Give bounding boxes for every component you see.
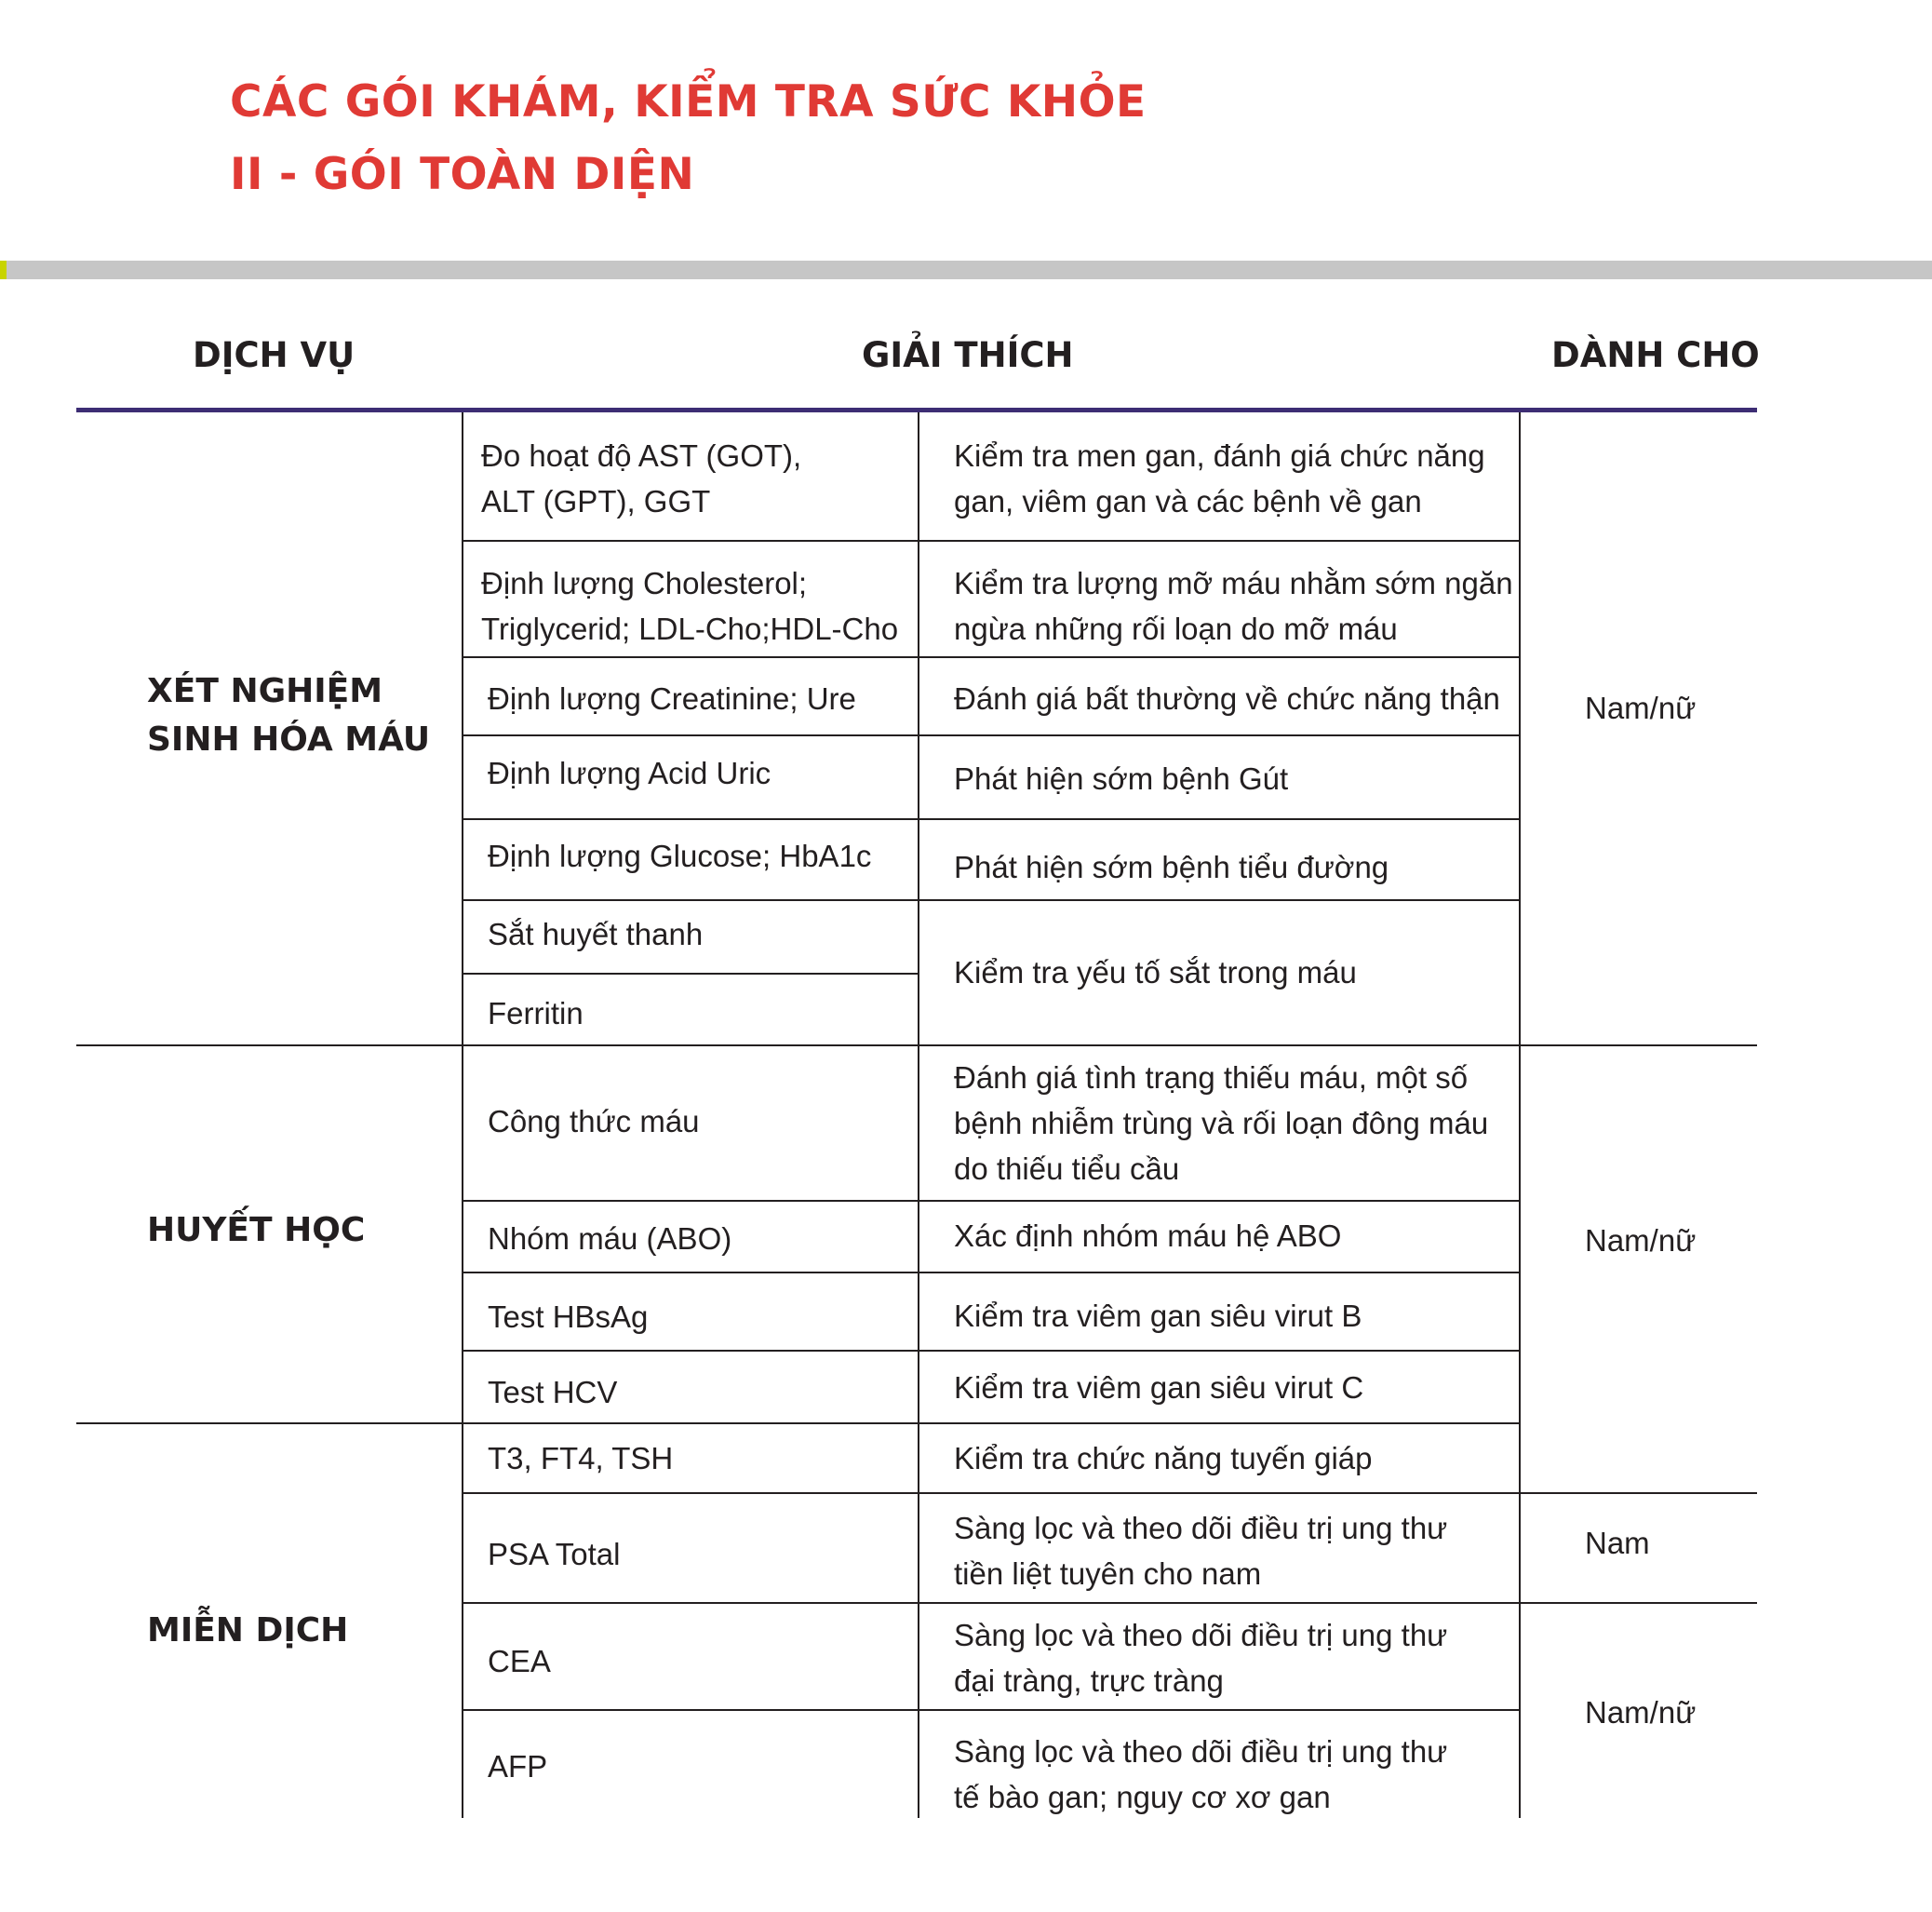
test-name: Định lượng Glucose; HbA1c	[488, 839, 872, 873]
test-name	[481, 433, 801, 524]
explanation-line: do thiếu tiểu cầu	[954, 1151, 1180, 1186]
divider	[463, 1272, 1520, 1273]
section-name-line: HUYẾT HỌC	[147, 1211, 366, 1249]
header-service: DỊCH VỤ	[193, 335, 356, 375]
explanation	[954, 1505, 1447, 1596]
section-name	[147, 1607, 348, 1655]
test-name: PSA Total	[488, 1537, 621, 1571]
test-name: Sắt huyết thanh	[488, 917, 704, 951]
divider	[76, 1044, 1757, 1046]
test-name-line: Triglycerid; LDL-Cho;HDL-Cho	[481, 612, 899, 646]
divider	[463, 656, 1520, 658]
section-name-line: SINH HÓA MÁU	[147, 720, 431, 759]
explanation-line: Kiểm tra men gan, đánh giá chức năng	[954, 438, 1485, 473]
divider	[463, 1200, 1520, 1202]
explanation-line: gan, viêm gan và các bệnh về gan	[954, 484, 1422, 518]
explanation-line: bệnh nhiễm trùng và rối loạn đông máu	[954, 1106, 1489, 1140]
test-name: Test HBsAg	[488, 1299, 649, 1334]
explanation: Phát hiện sớm bệnh Gút	[954, 761, 1289, 796]
divider	[1519, 412, 1521, 1818]
header-explanation: GIẢI THÍCH	[862, 335, 1074, 375]
test-name-line: Định lượng Cholesterol;	[481, 566, 808, 600]
divider	[463, 734, 1520, 736]
explanation	[954, 1729, 1447, 1820]
header-band	[0, 261, 1932, 279]
test-name: T3, FT4, TSH	[488, 1441, 674, 1475]
divider	[462, 412, 463, 1818]
test-name-line: Đo hoạt độ AST (GOT),	[481, 438, 802, 473]
test-name: Test HCV	[488, 1375, 618, 1409]
test-name: Ferritin	[488, 996, 584, 1030]
divider	[463, 818, 1520, 820]
section-name	[147, 667, 430, 764]
target-group: Nam/nữ	[1585, 691, 1697, 725]
explanation-line: Sàng lọc và theo dõi điều trị ung thư	[954, 1734, 1448, 1769]
test-name: Nhóm máu (ABO)	[488, 1221, 732, 1256]
page-subtitle: II - GÓI TOÀN DIỆN	[230, 149, 695, 200]
divider	[463, 1492, 1757, 1494]
test-name: Công thức máu	[488, 1104, 700, 1138]
target-group: Nam	[1585, 1526, 1650, 1560]
explanation: Xác định nhóm máu hệ ABO	[954, 1219, 1342, 1253]
divider	[463, 1602, 1757, 1604]
target-group: Nam/nữ	[1585, 1223, 1697, 1258]
divider	[463, 1709, 1520, 1711]
divider	[463, 1350, 1520, 1352]
divider	[463, 899, 1520, 901]
explanation-line: Sàng lọc và theo dõi điều trị ung thư	[954, 1511, 1448, 1545]
test-name	[481, 560, 898, 652]
section-name-line: XÉT NGHIỆM	[147, 672, 383, 710]
page-title: CÁC GÓI KHÁM, KIỂM TRA SỨC KHỎE	[230, 76, 1147, 128]
test-name-line: ALT (GPT), GGT	[481, 484, 711, 518]
test-name: CEA	[488, 1644, 551, 1678]
explanation-line: đại tràng, trực tràng	[954, 1663, 1224, 1698]
header-for: DÀNH CHO	[1551, 335, 1760, 375]
explanation-line: Kiểm tra lượng mỡ máu nhằm sớm ngăn	[954, 566, 1513, 600]
explanation	[954, 1055, 1488, 1192]
test-name: Định lượng Creatinine; Ure	[488, 681, 856, 716]
divider	[76, 1422, 1520, 1424]
explanation	[954, 560, 1513, 652]
divider	[463, 540, 1520, 542]
explanation-line: tiền liệt tuyên cho nam	[954, 1556, 1262, 1591]
explanation-line: Đánh giá tình trạng thiếu máu, một số	[954, 1060, 1469, 1095]
explanation-line: Sàng lọc và theo dõi điều trị ung thư	[954, 1618, 1448, 1652]
explanation: Kiểm tra chức năng tuyến giáp	[954, 1441, 1373, 1475]
explanation-line: ngừa những rối loạn do mỡ máu	[954, 612, 1398, 646]
explanation: Phát hiện sớm bệnh tiểu đường	[954, 850, 1389, 884]
section-name	[147, 1206, 365, 1255]
explanation: Kiểm tra viêm gan siêu virut C	[954, 1370, 1364, 1405]
header-rule	[76, 408, 1757, 412]
section-name-line: MIỄN DỊCH	[147, 1611, 349, 1649]
divider	[918, 412, 919, 1818]
explanation: Kiểm tra viêm gan siêu virut B	[954, 1299, 1362, 1333]
explanation: Đánh giá bất thường về chức năng thận	[954, 681, 1500, 716]
explanation: Kiểm tra yếu tố sắt trong máu	[954, 955, 1357, 990]
explanation	[954, 1612, 1447, 1703]
explanation-line: tế bào gan; nguy cơ xơ gan	[954, 1780, 1331, 1814]
explanation	[954, 433, 1485, 524]
target-group: Nam/nữ	[1585, 1695, 1697, 1730]
accent-mark	[0, 261, 7, 279]
test-name: Định lượng Acid Uric	[488, 756, 771, 790]
divider	[463, 973, 919, 975]
test-name: AFP	[488, 1749, 548, 1784]
